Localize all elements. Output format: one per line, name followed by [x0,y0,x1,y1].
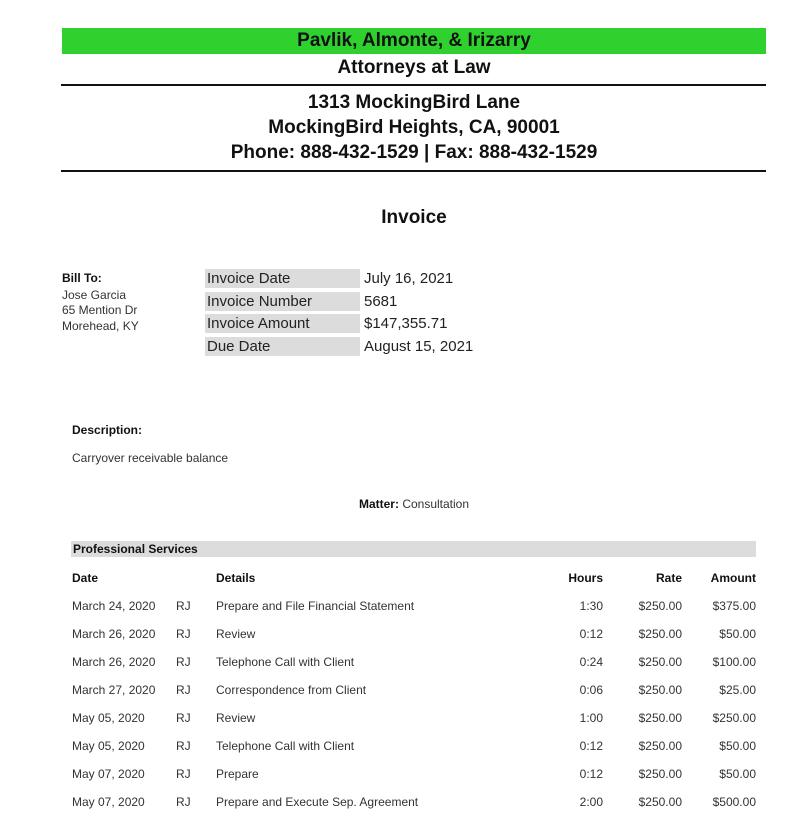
row-rate: $250.00 [638,739,682,753]
matter-line [62,497,766,511]
row-date: May 05, 2020 [72,711,145,725]
column-header-amount: Amount [710,571,756,585]
row-amount: $25.00 [719,683,756,697]
row-date: March 24, 2020 [72,599,156,613]
bill-to-name: Jose Garcia [62,287,127,302]
row-details: Review [216,711,256,725]
row-date: March 26, 2020 [72,627,156,641]
row-rate: $250.00 [638,655,682,669]
matter-label: Matter: [358,497,399,511]
invoice-title: Invoice [381,207,447,228]
firm-address-line2: MockingBird Heights, CA, 90001 [268,117,560,138]
invoice-number-label: Invoice Number [205,292,360,311]
row-details: Review [216,627,256,641]
row-rate: $250.00 [638,683,682,697]
row-amount: $375.00 [712,599,756,613]
row-hours: 0:06 [579,683,603,697]
row-date: May 07, 2020 [72,795,145,809]
row-rate: $250.00 [638,627,682,641]
due-date-value: August 15, 2021 [364,338,474,355]
matter-value: Consultation [402,497,470,511]
invoice-number-value: 5681 [364,293,398,310]
description-label: Description: [72,423,143,437]
bill-to-street: 65 Mention Dr [62,303,138,317]
column-header-details: Details [216,571,256,585]
row-details: Correspondence from Client [216,683,367,697]
row-amount: $50.00 [719,627,756,641]
header-divider-bottom [61,170,766,172]
column-header-date: Date [72,571,99,585]
row-initials: RJ [176,627,191,641]
row-rate: $250.00 [638,711,682,725]
bill-to-city: Morehead, KY [62,318,139,333]
row-initials: RJ [176,683,191,697]
row-amount: $500.00 [712,795,756,809]
row-initials: RJ [176,599,191,613]
row-initials: RJ [176,795,191,809]
row-details: Prepare and File Financial Statement [216,599,415,613]
row-date: March 26, 2020 [72,655,156,669]
row-hours: 1:00 [579,711,603,725]
row-hours: 0:12 [579,739,603,753]
row-details: Prepare and Execute Sep. Agreement [216,795,419,809]
due-date-label: Due Date [205,337,360,356]
column-header-rate: Rate [655,571,682,585]
invoice-amount-value: $147,355.71 [364,315,448,332]
row-details: Telephone Call with Client [216,655,355,669]
description-text: Carryover receivable balance [72,451,229,465]
row-date: May 05, 2020 [72,739,145,753]
row-details: Prepare [216,767,259,781]
column-header-hours: Hours [568,571,603,585]
invoice-amount-label: Invoice Amount [205,314,360,333]
row-amount: $50.00 [719,767,756,781]
row-hours: 0:12 [579,627,603,641]
row-hours: 0:12 [579,767,603,781]
row-initials: RJ [176,655,191,669]
bill-to-label: Bill To: [62,271,102,285]
row-initials: RJ [176,711,191,725]
row-rate: $250.00 [638,599,682,613]
row-date: March 27, 2020 [72,683,156,697]
firm-subtitle: Attorneys at Law [337,57,491,78]
invoice-date-label: Invoice Date [205,269,360,288]
firm-phone-fax: Phone: 888-432-1529 | Fax: 888-432-1529 [230,142,598,163]
row-hours: 0:24 [579,655,603,669]
firm-name-banner: Pavlik, Almonte, & Irizarry [62,28,766,54]
firm-address-line1: 1313 MockingBird Lane [307,92,521,113]
row-amount: $250.00 [712,711,756,725]
row-date: May 07, 2020 [72,767,145,781]
header-divider-top [61,84,766,86]
row-initials: RJ [176,739,191,753]
bill-to-block [62,271,139,334]
row-hours: 1:30 [579,599,603,613]
professional-services-header: Professional Services [71,541,756,557]
row-rate: $250.00 [638,795,682,809]
row-initials: RJ [176,767,191,781]
invoice-date-value: July 16, 2021 [364,270,454,287]
row-details: Telephone Call with Client [216,739,355,753]
row-rate: $250.00 [638,767,682,781]
row-amount: $50.00 [719,739,756,753]
row-amount: $100.00 [712,655,756,669]
row-hours: 2:00 [579,795,603,809]
